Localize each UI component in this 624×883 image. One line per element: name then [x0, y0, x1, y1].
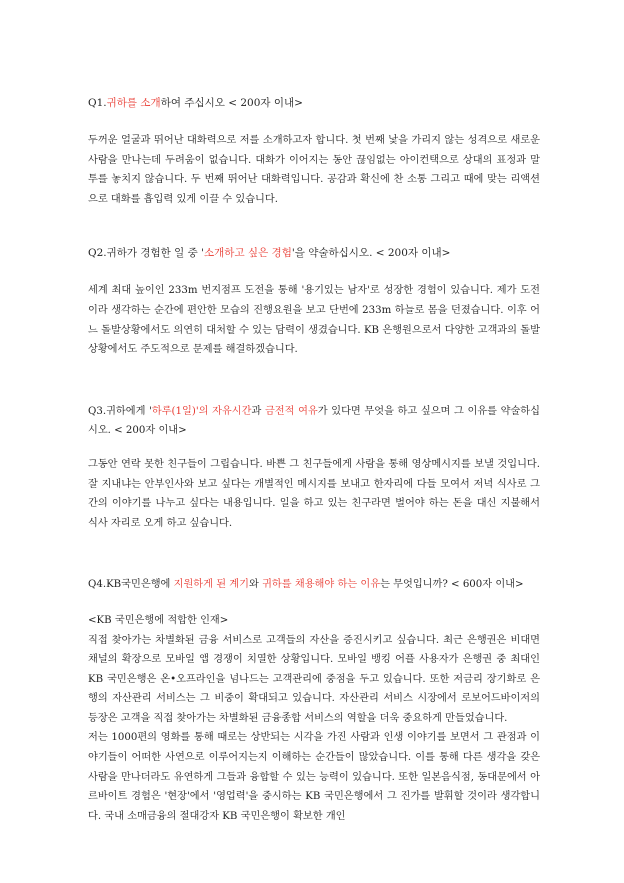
answer-2: 세계 최대 높이인 233m 번지점프 도전을 통해 '용기있는 남자'로 성장한 경험이 있습니다. 제가 도전이라 생각하는 순간에 편안한 모습의 진행요원을 보고 단번에 233m 하늘로 몸을 던졌습니다. 이후 어느 돌발상황에서도 의연히 대처할 수 있는 담력이 생겼습니다. KB 은행원으로서 다양한 고객과의 돌발상황에서도 주도적으로 문제를 해결하겠습니다. [88, 285, 540, 356]
q3-highlight-b: 금전적 여유 [264, 405, 318, 417]
question-1 [88, 96, 540, 111]
answer-1: 두꺼운 얼굴과 뛰어난 대화력으로 저를 소개하고자 합니다. 첫 번째 낯을 가리지 않는 성격으로 새로운 사람을 만나는데 두려움이 없습니다. 대화가 이어지는 동안 끊임없는 아이컨택으로 상대의 표정과 말투를 놓치지 않습니다. 두 번째 뛰어난 대화력입니다. 공감과 확신에 찬 소통 그리고 때에 맞는 리액션으로 대화를 흡입력 있게 이끌 수 있습니다. [88, 135, 540, 205]
q3-text-a: Q3.귀하에게 ' [88, 405, 152, 417]
question-3 [88, 402, 540, 441]
q3-text-b: 과 [251, 405, 265, 417]
q4-text-a: Q4.KB국민은행에 [88, 579, 174, 591]
document-content [88, 96, 540, 826]
q1-text: 하여 주십시오 < 200자 이내> [160, 97, 303, 109]
answer-3: 그동안 연락 못한 친구들이 그립습니다. 바쁜 그 친구들에게 사람을 통해 영상메시지를 보낼 것입니다. 잘 지내냐는 안부인사와 보고 싶다는 개별적인 메시지를 보내고 한자리에 다들 모여서 저녁 식사로 그간의 이야기를 나누고 싶다는 내용입니다. 일을 하고 있는 친구라면 벌어야 하는 돈을 대신 지불해서 식사 자리로 오게 하고 싶습니다. [88, 458, 540, 529]
answer-4-paragraph-2: 저는 1000편의 영화를 통해 때로는 상반되는 시각을 가진 사람과 인생 이야기를 보면서 그 관점과 이야기들이 어떠한 사연으로 이루어지는지 이해하는 순간들이 많았습니다. 이를 통해 다른 생각을 갖은 사람을 만나더라도 유연하게 그들과 융합할 수 있는 능력이 있습니다. 또한 일본음식점, 동대문에서 아르바이트 경험은 '현장'에서 '영업력'을 중시하는 KB 국민은행에서 그 진가를 발휘할 것이라 생각합니다. 국내 소매금융의 절대강자 KB 국민은행이 확보한 개인 [88, 732, 540, 822]
q2-highlight: 소개하고 싶은 경험 [204, 247, 292, 260]
q4-text-c: 는 무엇입니까? < 600자 이내> [380, 579, 524, 591]
q1-number: Q1. [88, 97, 107, 109]
answer-4-paragraph-1: 직접 찾아가는 차별화된 금융 서비스로 고객들의 자산을 증진시키고 싶습니다. 최근 은행권은 비대면 채널의 확장으로 모바일 앱 경쟁이 치열한 상황입니다. 모바일 뱅킹 어플 사용자가 은행권 중 최대인 KB 국민은행은 온•오프라인을 넘나드는 고객관리에 중점을 두고 있습니다. 또한 저금리 장기화로 은행의 자산관리 서비스는 그 비중이 확대되고 있습니다. 자산관리 서비스 시장에서 로보어드바이저의 등장은 고객을 직접 찾아가는 차별화된 금융종합 서비스의 역할을 더욱 중요하게 만들었습니다. [88, 634, 540, 724]
q2-text-a: Q2.귀하가 경험한 일 중 ' [88, 247, 205, 260]
answer-4-subtitle: <KB 국민은행에 적합한 인재> [88, 614, 229, 626]
q3-text-c: 가 있다면 무엇을 하고 싶으며 그 이유를 약술하십시오. < 200자 이내> [88, 405, 540, 437]
question-2 [88, 246, 540, 261]
q4-highlight-b: 귀하를 채용해야 하는 이유 [262, 579, 381, 591]
question-4 [88, 575, 540, 595]
q3-highlight-a: 하루(1일)'의 자유시간 [151, 405, 252, 417]
q4-text-b: 와 [249, 579, 263, 591]
q1-highlight: 귀하를 소개 [106, 97, 161, 109]
q4-highlight-a: 지원하게 된 계기 [173, 579, 249, 591]
q2-text-b: '을 약술하십시오. < 200자 이내> [291, 247, 451, 260]
